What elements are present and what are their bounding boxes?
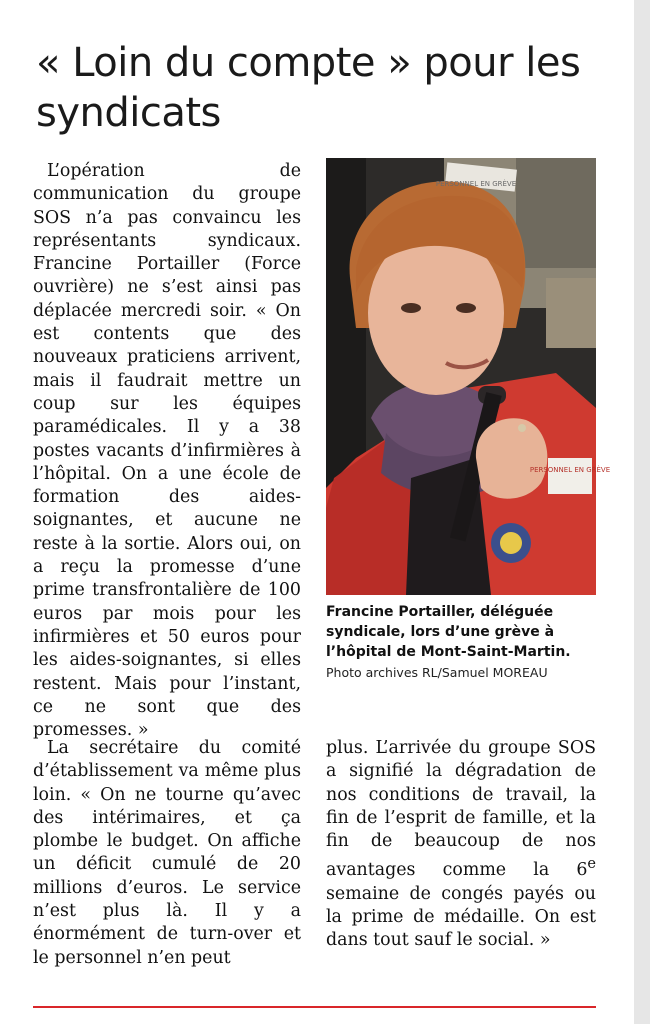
caption-text: Francine Portailler, déléguée syndicale, lors d’une grève à l’hôpital de Mont-Saint-Martin. <box>326 604 571 660</box>
photo-caption <box>326 602 601 683</box>
scrollbar-track[interactable] <box>634 0 650 1024</box>
paragraph-2-continued-before: plus. L’arrivée du groupe SOS a signifié la dégradation de nos conditions de travail, la fin de l’esprit de famille, et la fin de beaucoup de nos avantages comme la 6 <box>326 738 596 881</box>
paragraph-2-continued <box>326 737 596 952</box>
body-column-right-bottom <box>326 737 596 952</box>
paragraph-1: L’opération de communication du groupe SOS n’a pas convaincu les représentants syndicaux. Francine Portailler (Force ouvrière) ne s’est ainsi pas déplacée mercredi soir. « On est contents que des nouveaux praticiens arrivent, mais il faudrait mettre un coup sur les équipes paramédicales. Il y a 38 postes vacants d’infirmières à l’hôpital. On a une école de formation des aides-soignantes, et aucune ne reste à la sortie. Alors oui, on a reçu la promesse d’une prime transfrontalière de 100 euros par mois pour les infirmières et 50 euros pour les aides-soignantes, si elles restent. Mais pour l’instant, ce ne sont que des promesses. » <box>33 161 301 741</box>
article-photo <box>326 158 611 595</box>
paragraph-2: La secrétaire du comité d’établissement va même plus loin. « On ne tourne qu’avec des intérimaires, et ça plombe le budget. On affiche un déficit cumulé de 20 millions d’euros. Le service n’est plus là. Il y a énormément de turn-over et le personnel n’en peut <box>33 738 301 968</box>
headline: « Loin du compte » pour les syndicats <box>36 40 581 136</box>
photo-illustration <box>326 158 611 595</box>
paragraph-2-continued-after: semaine de congés payés ou la prime de médaille. On est dans tout sauf le social. » <box>326 883 596 951</box>
bottom-rule <box>33 1006 596 1008</box>
vest-text-right: PERSONNEL EN GRÈVE <box>529 466 611 474</box>
body-column-left-bottom <box>33 737 301 970</box>
body-column-left-top <box>33 160 301 742</box>
superscript-e: e <box>587 856 596 873</box>
photo-credit: Photo archives RL/Samuel MOREAU <box>326 665 548 680</box>
vest-text-top: PERSONNEL EN GRÈVE <box>435 180 517 188</box>
